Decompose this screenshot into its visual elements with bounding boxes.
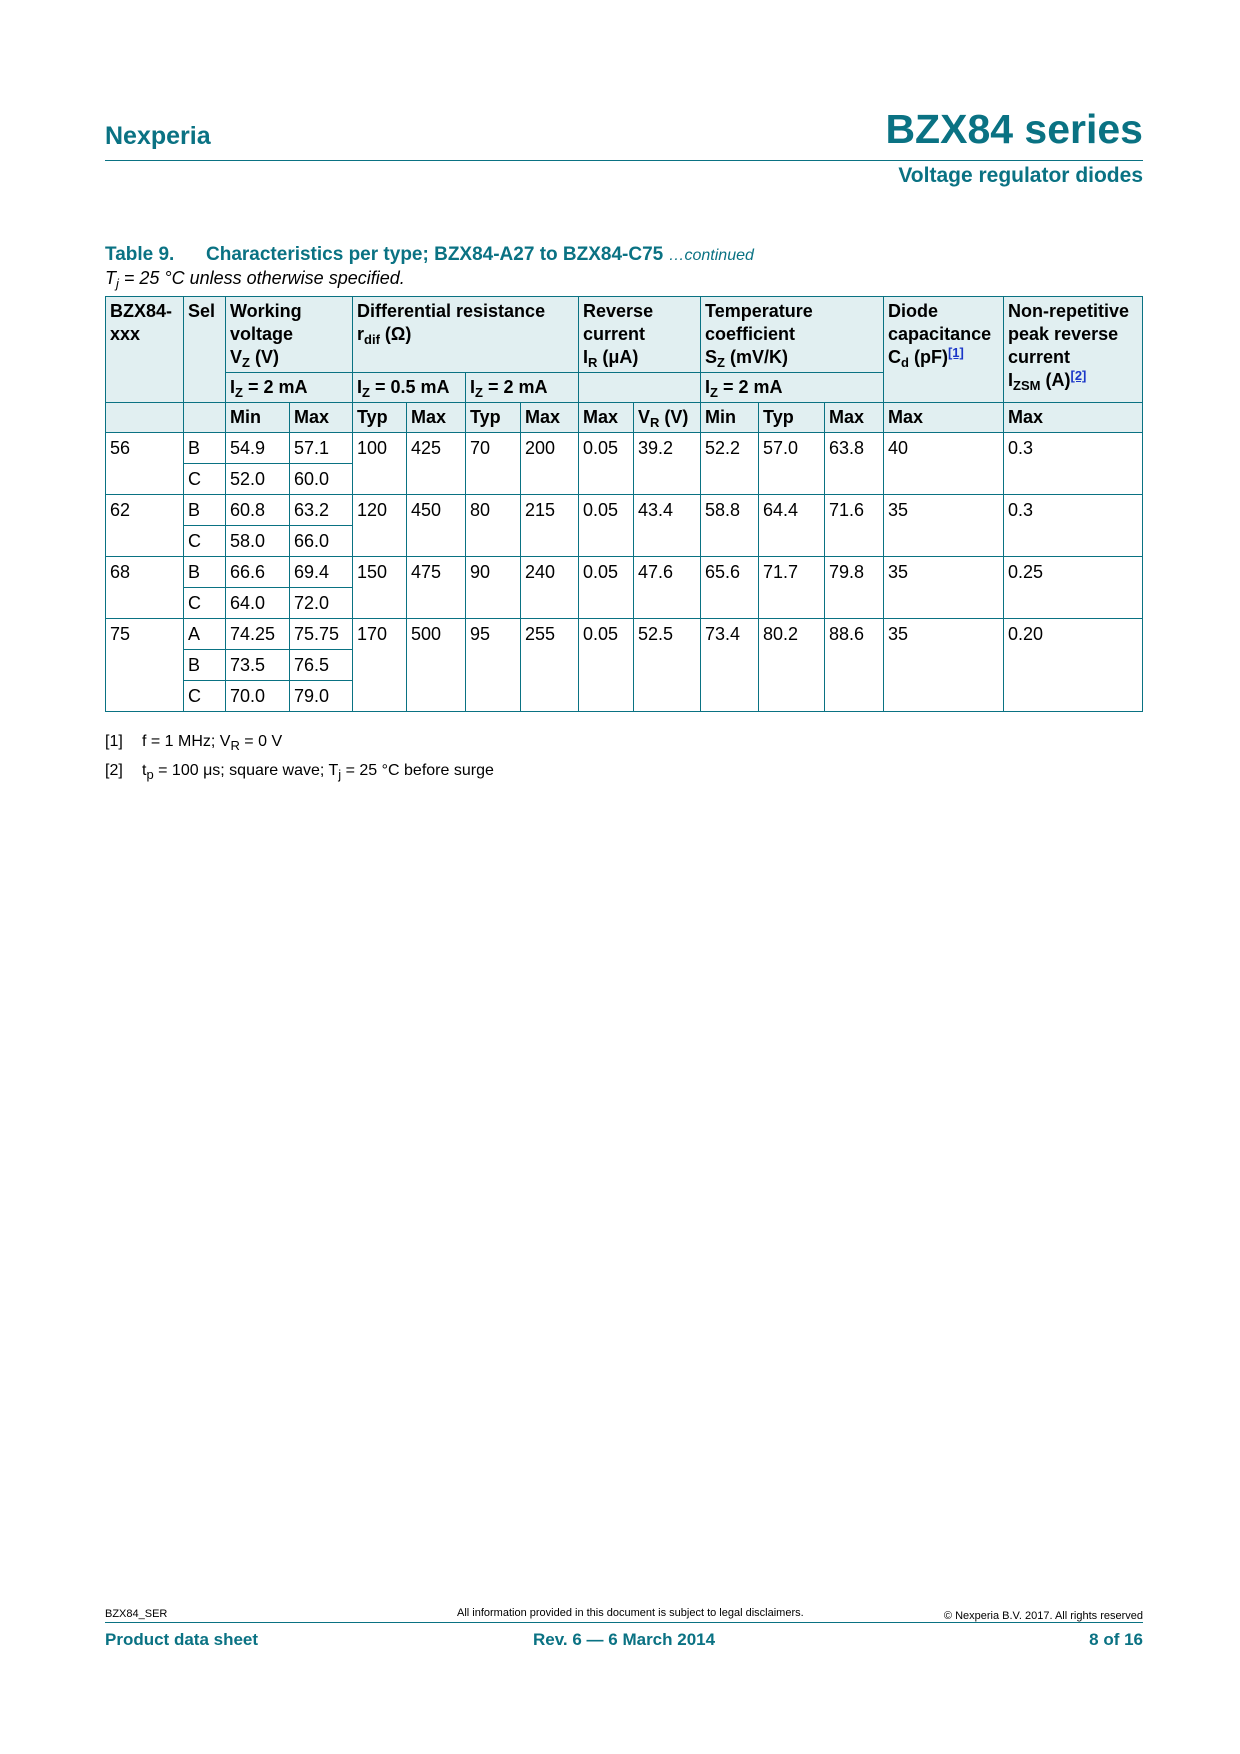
cell-vz-min: 54.9 bbox=[226, 433, 290, 464]
cell-vz-max: 76.5 bbox=[290, 650, 353, 681]
sub-header-sz-max: Max bbox=[825, 403, 884, 433]
cell-vz-max: 63.2 bbox=[290, 495, 353, 526]
cell-cd-max: 35 bbox=[884, 495, 1004, 557]
footer-copyright: © Nexperia B.V. 2017. All rights reserved bbox=[943, 1610, 1143, 1622]
sub-header-rdif2-max: Max bbox=[521, 403, 579, 433]
sub-header-empty bbox=[184, 403, 226, 433]
cell-rdif2-max: 240 bbox=[521, 557, 579, 619]
cond-empty bbox=[579, 373, 701, 403]
cell-rdif05-typ: 120 bbox=[353, 495, 407, 557]
cell-sz-typ: 57.0 bbox=[759, 433, 825, 495]
sub-header-rdif2-typ: Typ bbox=[466, 403, 521, 433]
cell-ir-max: 0.05 bbox=[579, 619, 634, 712]
table-number: Table 9. bbox=[105, 244, 175, 265]
cell-izsm-max: 0.3 bbox=[1004, 495, 1143, 557]
cell-ir-max: 0.05 bbox=[579, 433, 634, 495]
footnote-ref-2[interactable]: [2] bbox=[1070, 368, 1087, 383]
header-divider bbox=[105, 160, 1143, 161]
sub-header-cd-max: Max bbox=[884, 403, 1004, 433]
cell-vz-min: 73.5 bbox=[226, 650, 290, 681]
table-row bbox=[106, 557, 1143, 588]
cell-vz-max: 75.75 bbox=[290, 619, 353, 650]
table-title: Characteristics per type; BZX84-A27 to BZX84-C75 bbox=[206, 244, 664, 265]
document-subtitle: Voltage regulator diodes bbox=[898, 164, 1143, 187]
cond-iz-2ma-sz: $I_Z = 2$ mA bbox=[701, 373, 884, 403]
cell-sz-min: 58.8 bbox=[701, 495, 759, 557]
characteristics-table bbox=[105, 296, 1143, 712]
col-header-diode-capacitance: Diode capacitance $C_d$ (pF)[1] bbox=[884, 297, 1004, 403]
cell-rdif05-max: 450 bbox=[407, 495, 466, 557]
footer-divider bbox=[105, 1622, 1143, 1623]
col-header-working-voltage: Working voltage $V_Z$ (V) bbox=[226, 297, 353, 373]
sub-header-vr: $V_R$ (V) bbox=[634, 403, 701, 433]
cell-vz-min: 60.8 bbox=[226, 495, 290, 526]
col-header-type: BZX84-xxx bbox=[106, 297, 184, 403]
cell-rdif2-typ: 80 bbox=[466, 495, 521, 557]
table-row bbox=[106, 619, 1143, 650]
cell-vz-min: 74.25 bbox=[226, 619, 290, 650]
cell-izsm-max: 0.25 bbox=[1004, 557, 1143, 619]
cell-vz-max: 60.0 bbox=[290, 464, 353, 495]
cell-rdif2-max: 200 bbox=[521, 433, 579, 495]
cell-vz-max: 66.0 bbox=[290, 526, 353, 557]
cell-rdif05-max: 475 bbox=[407, 557, 466, 619]
footer-revision: Rev. 6 — 6 March 2014 bbox=[533, 1630, 716, 1649]
cell-rdif05-max: 425 bbox=[407, 433, 466, 495]
note-label: [2] bbox=[105, 762, 123, 779]
cell-type: 62 bbox=[106, 495, 184, 557]
col-header-sel: Sel bbox=[184, 297, 226, 403]
cell-vz-max: 79.0 bbox=[290, 681, 353, 712]
sub-header-vz-max: Max bbox=[290, 403, 353, 433]
cell-sz-min: 65.6 bbox=[701, 557, 759, 619]
footer-doc-id: BZX84_SER bbox=[105, 1608, 168, 1620]
cell-rdif05-typ: 150 bbox=[353, 557, 407, 619]
cell-sz-min: 73.4 bbox=[701, 619, 759, 712]
cell-sel: C bbox=[184, 526, 226, 557]
sub-header-empty bbox=[106, 403, 184, 433]
sub-header-rdif05-typ: Typ bbox=[353, 403, 407, 433]
cell-sel: C bbox=[184, 464, 226, 495]
table-continued: …continued bbox=[668, 247, 754, 264]
cell-sz-max: 71.6 bbox=[825, 495, 884, 557]
cell-vz-min: 64.0 bbox=[226, 588, 290, 619]
cell-rdif2-max: 215 bbox=[521, 495, 579, 557]
note-label: [1] bbox=[105, 733, 123, 750]
col-header-reverse-current: Reverse current $I_R$ (μA) bbox=[579, 297, 701, 373]
table-conditions: $T_j = 25$ °C unless otherwise specified. bbox=[105, 268, 405, 291]
cell-sz-typ: 80.2 bbox=[759, 619, 825, 712]
table-row bbox=[106, 495, 1143, 526]
cell-sz-max: 79.8 bbox=[825, 557, 884, 619]
cell-vz-max: 69.4 bbox=[290, 557, 353, 588]
cell-sel: B bbox=[184, 557, 226, 588]
cell-vr: 52.5 bbox=[634, 619, 701, 712]
cell-sel: B bbox=[184, 650, 226, 681]
cell-vz-min: 58.0 bbox=[226, 526, 290, 557]
document-title: BZX84 series bbox=[885, 106, 1143, 152]
sub-header-ir-max: Max bbox=[579, 403, 634, 433]
cell-type: 68 bbox=[106, 557, 184, 619]
cell-izsm-max: 0.20 bbox=[1004, 619, 1143, 712]
cell-sel: A bbox=[184, 619, 226, 650]
col-header-peak-reverse-current: Non-repetitive peak reverse current $I_{ZSM}$ (A)[2] bbox=[1004, 297, 1143, 403]
cell-sel: C bbox=[184, 588, 226, 619]
cond-iz-2ma-rdif: $I_Z = 2$ mA bbox=[466, 373, 579, 403]
cell-cd-max: 40 bbox=[884, 433, 1004, 495]
cell-sz-max: 88.6 bbox=[825, 619, 884, 712]
cell-ir-max: 0.05 bbox=[579, 557, 634, 619]
footer-doc-type: Product data sheet bbox=[105, 1630, 259, 1649]
cell-sel: B bbox=[184, 495, 226, 526]
footer-disclaimer: All information provided in this document is subject to legal disclaimers. bbox=[457, 1607, 804, 1619]
cell-rdif2-typ: 95 bbox=[466, 619, 521, 712]
cell-rdif05-typ: 170 bbox=[353, 619, 407, 712]
cell-sel: B bbox=[184, 433, 226, 464]
note-1: [1] f = 1 MHz; $V_R = 0$ V bbox=[105, 733, 283, 753]
cell-sel: C bbox=[184, 681, 226, 712]
cell-type: 75 bbox=[106, 619, 184, 712]
cell-sz-max: 63.8 bbox=[825, 433, 884, 495]
cell-vz-min: 52.0 bbox=[226, 464, 290, 495]
sub-header-sz-typ: Typ bbox=[759, 403, 825, 433]
cell-sz-min: 52.2 bbox=[701, 433, 759, 495]
cell-rdif2-typ: 70 bbox=[466, 433, 521, 495]
cell-sz-typ: 71.7 bbox=[759, 557, 825, 619]
cell-vr: 43.4 bbox=[634, 495, 701, 557]
col-header-differential-resistance: Differential resistance $r_{dif}$ (Ω) bbox=[353, 297, 579, 373]
cell-vr: 47.6 bbox=[634, 557, 701, 619]
cond-iz-05ma: $I_Z = 0.5$ mA bbox=[353, 373, 466, 403]
cell-cd-max: 35 bbox=[884, 619, 1004, 712]
cell-vr: 39.2 bbox=[634, 433, 701, 495]
table-notes bbox=[105, 733, 494, 791]
table-row bbox=[106, 433, 1143, 464]
cell-rdif05-max: 500 bbox=[407, 619, 466, 712]
cell-type: 56 bbox=[106, 433, 184, 495]
sub-header-rdif05-max: Max bbox=[407, 403, 466, 433]
cond-iz-2ma: $I_Z = 2$ mA bbox=[226, 373, 353, 403]
cell-rdif05-typ: 100 bbox=[353, 433, 407, 495]
cell-rdif2-max: 255 bbox=[521, 619, 579, 712]
cell-vz-max: 72.0 bbox=[290, 588, 353, 619]
note-2: [2] $t_p = 100$ μs; square wave; $T_j = 25$ °C before surge bbox=[105, 762, 494, 782]
cell-izsm-max: 0.3 bbox=[1004, 433, 1143, 495]
sub-header-vz-min: Min bbox=[226, 403, 290, 433]
cell-vz-min: 66.6 bbox=[226, 557, 290, 588]
cell-vz-max: 57.1 bbox=[290, 433, 353, 464]
cell-ir-max: 0.05 bbox=[579, 495, 634, 557]
footnote-ref-1[interactable]: [1] bbox=[947, 345, 964, 360]
cell-cd-max: 35 bbox=[884, 557, 1004, 619]
cell-sz-typ: 64.4 bbox=[759, 495, 825, 557]
company-name: Nexperia bbox=[105, 122, 211, 150]
cell-rdif2-typ: 90 bbox=[466, 557, 521, 619]
footer-page-number: 8 of 16 bbox=[1089, 1630, 1143, 1649]
col-header-temperature-coefficient: Temperature coefficient $S_Z$ (mV/K) bbox=[701, 297, 884, 373]
table-caption bbox=[105, 244, 754, 266]
cell-vz-min: 70.0 bbox=[226, 681, 290, 712]
sub-header-izsm-max: Max bbox=[1004, 403, 1143, 433]
sub-header-sz-min: Min bbox=[701, 403, 759, 433]
